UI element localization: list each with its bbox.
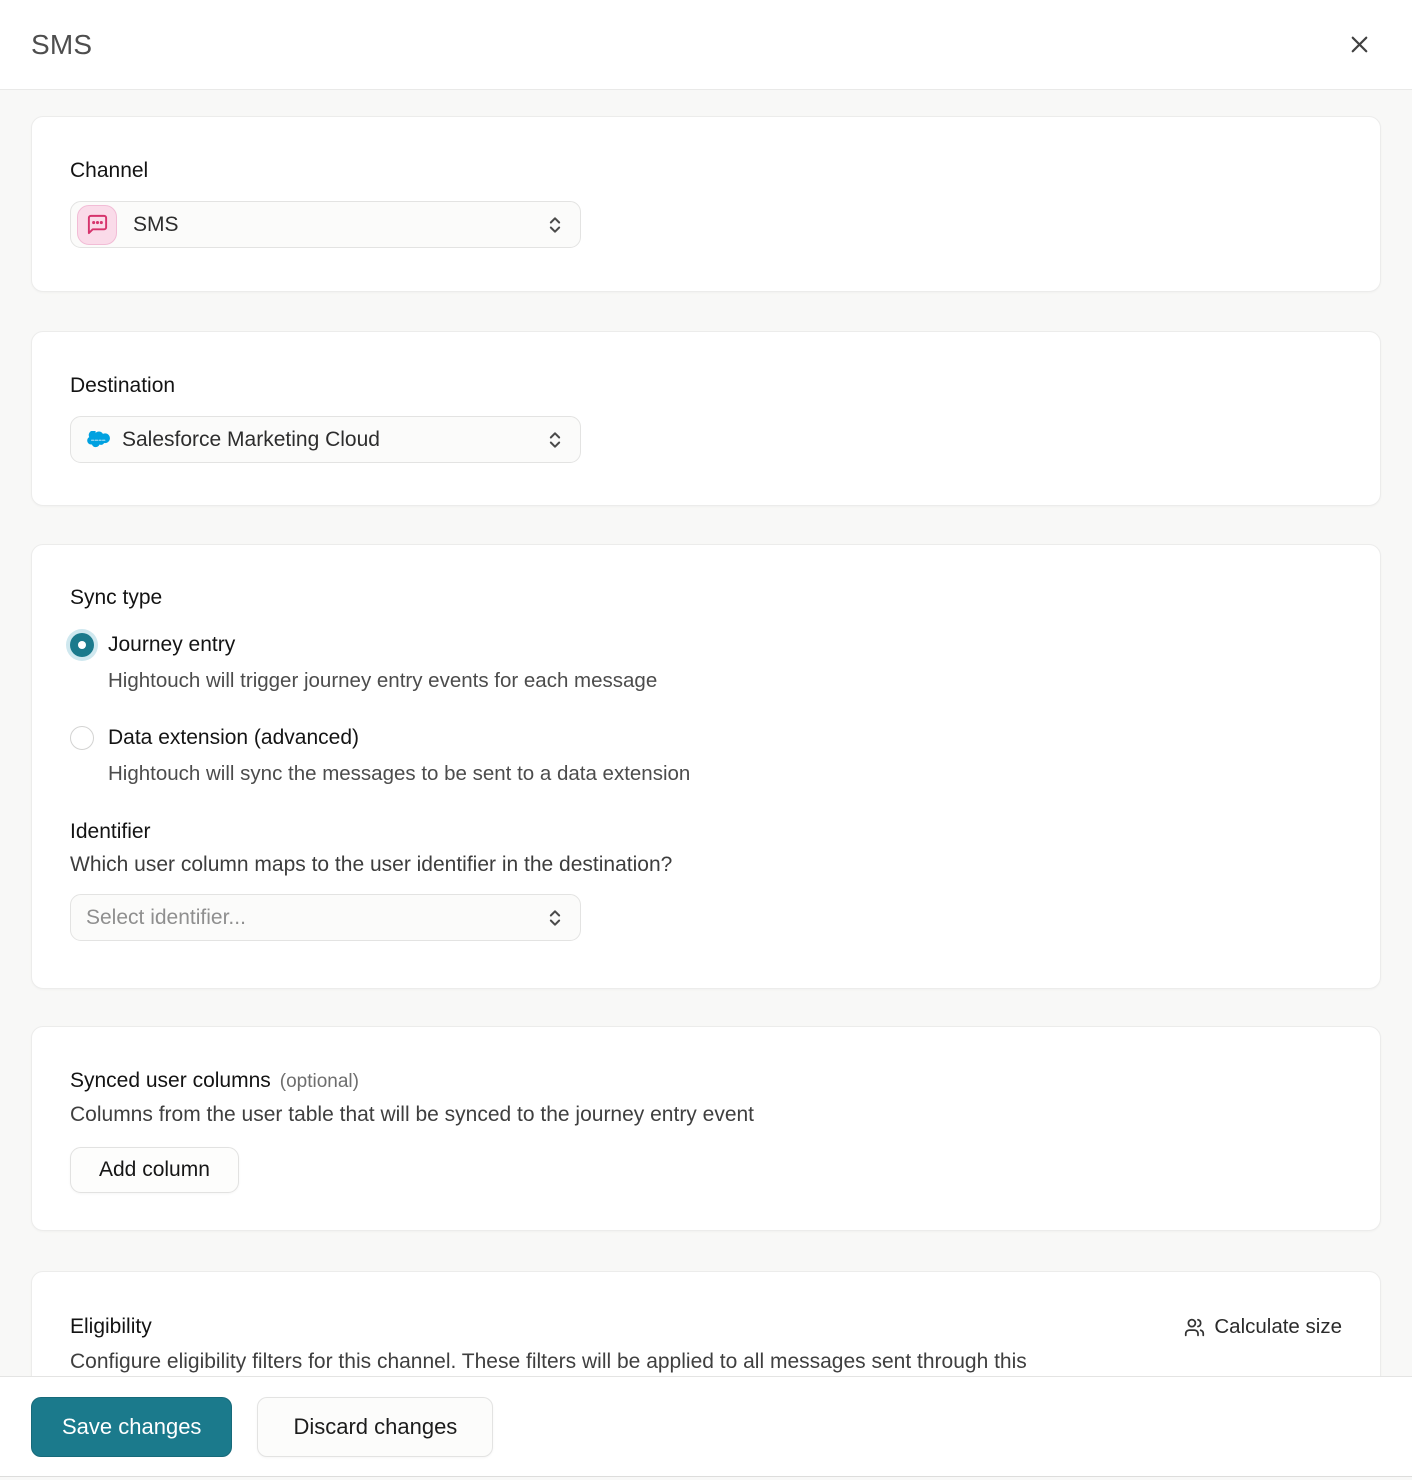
optional-tag: (optional) xyxy=(279,1071,359,1092)
close-button[interactable] xyxy=(1342,28,1376,62)
sync-option-journey-entry xyxy=(70,632,1342,693)
chevron-up-down-icon xyxy=(545,215,565,235)
discard-button[interactable]: Discard changes xyxy=(257,1397,493,1457)
destination-select-value: Salesforce Marketing Cloud xyxy=(122,427,380,451)
synced-columns-card xyxy=(31,1026,1381,1231)
users-icon xyxy=(1184,1317,1205,1338)
modal-header xyxy=(0,0,1412,90)
channel-label: Channel xyxy=(70,159,149,182)
identifier-select-placeholder: Select identifier... xyxy=(86,905,246,929)
calculate-size-label: Calculate size xyxy=(1214,1315,1342,1338)
journey-entry-description: Hightouch will trigger journey entry events for each message xyxy=(108,669,658,692)
synced-columns-label: Synced user columns xyxy=(70,1069,271,1092)
identifier-label: Identifier xyxy=(70,820,151,843)
destination-select[interactable] xyxy=(70,416,581,463)
save-button[interactable]: Save changes xyxy=(31,1397,232,1457)
salesforce-cloud-icon xyxy=(86,431,111,449)
modal-body xyxy=(0,90,1412,1480)
identifier-question: Which user column maps to the user identifier in the destination? xyxy=(70,853,673,876)
data-extension-label[interactable]: Data extension (advanced) xyxy=(108,726,359,749)
sync-type-label: Sync type xyxy=(70,586,163,609)
journey-entry-radio[interactable] xyxy=(70,633,94,657)
channel-card xyxy=(31,116,1381,292)
modal-footer xyxy=(0,1376,1412,1477)
identifier-select[interactable] xyxy=(70,894,581,941)
chevron-up-down-icon xyxy=(545,908,565,928)
journey-entry-label[interactable]: Journey entry xyxy=(108,633,236,656)
calculate-size-button[interactable] xyxy=(1184,1315,1342,1339)
eligibility-description: Configure eligibility filters for this channel. These filters will be applied to all messages sent through this xyxy=(70,1350,1027,1373)
sync-option-data-extension xyxy=(70,725,1342,786)
channel-select[interactable] xyxy=(70,201,581,248)
add-column-button[interactable]: Add column xyxy=(70,1147,239,1193)
sms-channel-icon xyxy=(77,205,117,245)
sync-type-card xyxy=(31,544,1381,989)
page-title: SMS xyxy=(31,28,93,60)
destination-label: Destination xyxy=(70,374,176,397)
data-extension-option-row[interactable] xyxy=(70,725,1342,751)
channel-select-value: SMS xyxy=(133,212,179,236)
data-extension-radio[interactable] xyxy=(70,726,94,750)
data-extension-description: Hightouch will sync the messages to be sent to a data extension xyxy=(108,762,691,785)
synced-columns-description: Columns from the user table that will be synced to the journey entry event xyxy=(70,1103,755,1126)
journey-entry-option-row[interactable] xyxy=(70,632,1342,658)
destination-card xyxy=(31,331,1381,506)
chevron-up-down-icon xyxy=(545,430,565,450)
close-icon xyxy=(1346,31,1373,58)
eligibility-label: Eligibility xyxy=(70,1315,152,1338)
